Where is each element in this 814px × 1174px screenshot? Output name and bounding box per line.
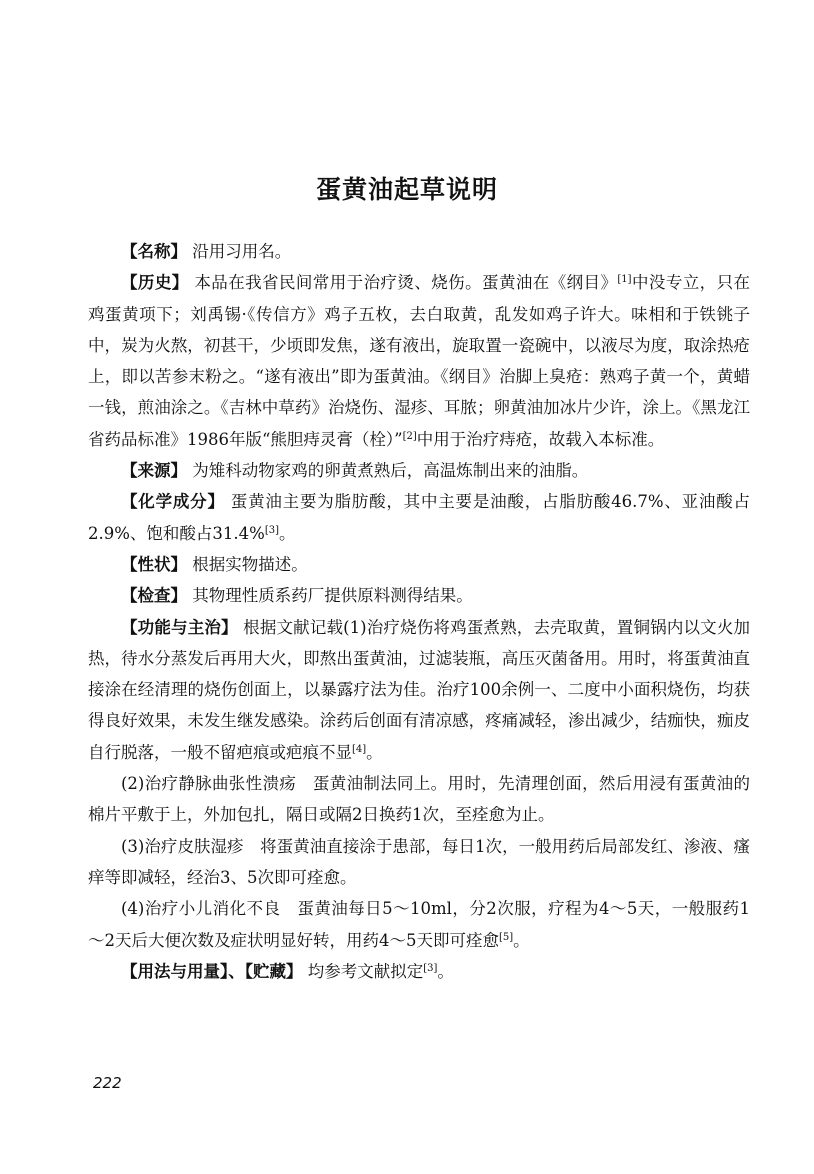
functions-item-2 (88, 768, 750, 831)
section-text: 本品在我省民间常用于治疗烫、烧伤。蛋黄油在《纲目》 (194, 273, 618, 293)
section-text: 中没专立，只在鸡蛋黄项下；刘禹锡·《传信方》鸡子五枚，去白取黄，乱发如鸡子许大。味相和于铁铫子中，炭为火熬，初甚干，少顷即发焦，遂有液出，旋取置一瓷碗中，以液尽为度，取涂热疮上，即以苦参末粉之。“遂有液出”即为蛋黄油。《纲目》治脚上臭疮：熟鸡子黄一个，黄蜡一钱，煎油涂之。《吉林中草药》治烧伤、湿疹、耳脓；卵黄油加冰片少许，涂上。《黑龙江省药品标准》1986年版“熊胆痔灵膏（栓）” (88, 273, 751, 449)
citation-ref: [1] (617, 274, 632, 286)
functions-item-4 (88, 893, 750, 956)
section-functions (88, 612, 750, 768)
section-text: 根据文献记载(1)治疗烧伤将鸡蛋煮熟，去壳取黄，置铜锅内以文火加热，待水分蒸发后再用大火，即熬出蛋黄油，过滤装瓶，高压灭菌备用。用时，将蛋黄油直接涂在经清理的烧伤创面上，以暴露疗法为佳。治疗100余例一、二度中小面积烧伤，均获得良好效果，未发生继发感染。涂药后创面有清凉感，疼痛减轻，渗出减少，结痂快，痂皮自行脱落，一般不留疤痕或疤痕不显 (88, 617, 751, 762)
citation-ref: [4] (352, 743, 367, 755)
section-text: (4)治疗小儿消化不良 蛋黄油每日5～10ml，分2次服，疗程为4～5天，一般服药1～2天后大便次数及症状明显好转，用药4～5天即可痊愈 (88, 899, 750, 950)
citation-ref: [5] (499, 931, 514, 943)
section-chemistry (88, 486, 750, 549)
section-text: 均参考文献拟定 (307, 961, 424, 981)
functions-item-3 (88, 831, 750, 894)
section-text: 。 (513, 930, 530, 950)
section-label: 【来源】 (121, 461, 187, 481)
section-name (88, 236, 750, 267)
citation-ref: [3] (264, 524, 280, 536)
section-text: 沿用习用名。 (192, 242, 292, 261)
citation-ref: [3] (423, 962, 438, 974)
section-text: 为雉科动物家鸡的卵黄煮熟后，高温炼制出来的油脂。 (192, 461, 589, 481)
section-label: 【性状】 (121, 554, 187, 574)
section-text: 根据实物描述。 (192, 554, 308, 574)
citation-ref: [2] (402, 430, 417, 442)
section-text: 蛋黄油主要为脂肪酸，其中主要是油酸，占脂肪酸46.7%、亚油酸占2.9%、饱和酸占31.4% (88, 492, 751, 543)
section-text: 中用于治疗痔疮，故载入本标准。 (416, 429, 665, 449)
section-source (88, 455, 750, 486)
section-text: (3)治疗皮肤湿疹 将蛋黄油直接涂于患部，每日1次，一般用药后局部发红、渗液、瘙痒等即减轻，经治3、5次即可痊愈。 (88, 836, 750, 887)
section-text: 。 (279, 523, 296, 543)
section-text: (2)治疗静脉曲张性溃疡 蛋黄油制法同上。用时，先清理创面，然后用浸有蛋黄油的棉片平敷于上，外加包扎，隔日或隔2日换药1次，至痊愈为止。 (88, 774, 750, 825)
section-properties (88, 549, 750, 580)
section-label: 【检查】 (121, 586, 187, 606)
section-label: 【功能与主治】 (121, 617, 238, 637)
section-label: 【化学成分】 (121, 492, 225, 512)
section-label: 【用法与用量】、【贮藏】 (121, 961, 303, 981)
page-title: 蛋黄油起草说明 (315, 175, 498, 204)
section-label: 【历史】 (121, 273, 189, 293)
section-text: 。 (366, 742, 383, 762)
document-body (88, 236, 750, 987)
section-inspection (88, 580, 750, 611)
section-history (88, 267, 750, 455)
section-text: 其物理性质系药厂提供原料测得结果。 (192, 586, 473, 606)
section-label: 【名称】 (121, 242, 187, 261)
section-usage-storage (88, 956, 750, 987)
section-text: 。 (437, 961, 454, 981)
page-number: 222 (93, 1074, 122, 1092)
